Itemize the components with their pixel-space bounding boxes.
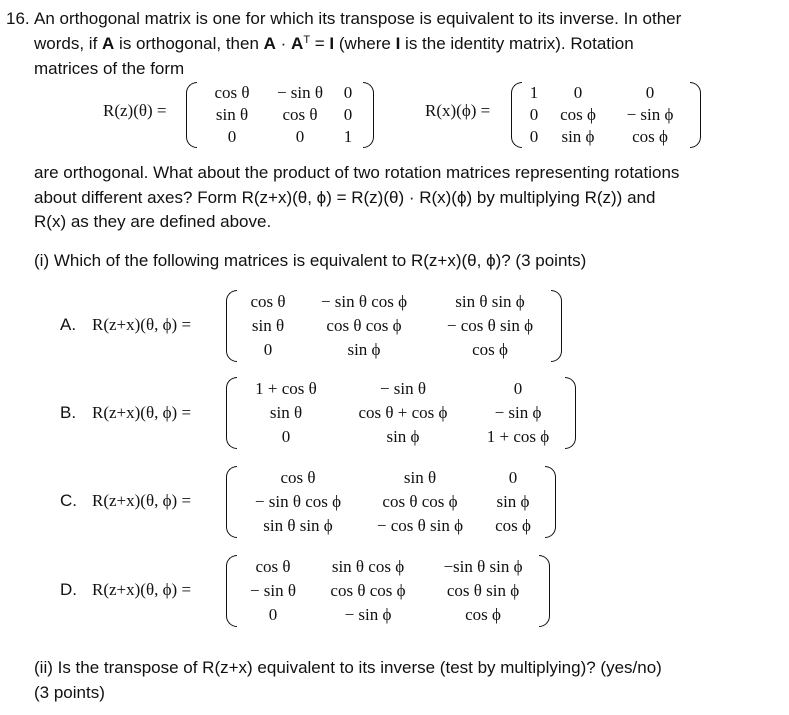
intro-line-2: words, if A is orthogonal, then $A \cdot A^T = I$ (where I is the identity matrix). Rotation bbox=[34, 34, 634, 53]
matrix-cell: cos θ cos ϕ bbox=[326, 316, 402, 335]
matrix-cell: 1 + cos θ bbox=[255, 379, 317, 398]
matrix-cell: 0 bbox=[508, 468, 518, 487]
matrix-cell: 0 bbox=[263, 340, 273, 359]
matrix-cell: − sin ϕ bbox=[626, 105, 674, 124]
matrix-cell: sin θ bbox=[269, 403, 303, 422]
matrix-cell: cos θ bbox=[250, 292, 286, 311]
option-d-letter: D. bbox=[60, 580, 77, 599]
option-b-label: R(z+x)(θ, ϕ) = bbox=[92, 403, 192, 422]
matrix-cell: cos θ bbox=[280, 468, 316, 487]
rx-label: R(x)(ϕ) = bbox=[425, 101, 491, 120]
after-line-2: about different axes? Form R(z+x)(θ, ϕ) = R(z)(θ) · R(x)(ϕ) by multiplying R(z)) and bbox=[34, 188, 656, 207]
matrix-cell: sin ϕ bbox=[496, 492, 530, 511]
after-line-1: are orthogonal. What about the product of two rotation matrices representing rotations bbox=[34, 163, 680, 182]
matrix-cell: 1 bbox=[529, 83, 539, 102]
matrix-cell: cos ϕ bbox=[632, 127, 668, 146]
option-b-letter: B. bbox=[60, 403, 77, 422]
matrix-cell: sin θ sin ϕ bbox=[455, 292, 525, 311]
option-a-label: R(z+x)(θ, ϕ) = bbox=[92, 315, 192, 334]
matrix-cell: − cos θ sin ϕ bbox=[376, 516, 464, 535]
matrix-cell: − sin ϕ bbox=[494, 403, 542, 422]
matrix-cell: sin ϕ bbox=[561, 127, 595, 146]
matrix-cell: 0 bbox=[529, 105, 539, 124]
matrix-cell: sin θ bbox=[215, 105, 249, 124]
matrix-cell: 1 + cos ϕ bbox=[486, 427, 550, 446]
option-c-letter: C. bbox=[60, 491, 77, 510]
matrix-cell: sin ϕ bbox=[386, 427, 420, 446]
option-d-matrix bbox=[226, 555, 550, 627]
matrix-cell: − sin θ bbox=[249, 581, 297, 600]
option-d-label: R(z+x)(θ, ϕ) = bbox=[92, 580, 192, 599]
rz-label: R(z)(θ) = bbox=[103, 101, 167, 120]
matrix-cell: − cos θ sin ϕ bbox=[446, 316, 534, 335]
matrix-cell: sin θ bbox=[251, 316, 285, 335]
matrix-cell: − sin θ cos ϕ bbox=[320, 292, 408, 311]
option-a-matrix bbox=[226, 290, 562, 362]
matrix-cell: cos θ bbox=[214, 83, 250, 102]
matrix-cell: cos θ sin ϕ bbox=[446, 581, 520, 600]
matrix-cell: 0 bbox=[227, 127, 237, 146]
option-c-matrix bbox=[226, 466, 556, 538]
matrix-cell: 0 bbox=[268, 605, 278, 624]
matrix-cell: 0 bbox=[343, 83, 353, 102]
matrix-cell: 1 bbox=[343, 127, 353, 146]
matrix-cell: cos θ cos ϕ bbox=[330, 581, 406, 600]
matrix-cell: cos ϕ bbox=[560, 105, 596, 124]
part-ii-line-2: (3 points) bbox=[34, 683, 105, 702]
matrix-cell: cos θ cos ϕ bbox=[382, 492, 458, 511]
matrix-cell: cos ϕ bbox=[472, 340, 508, 359]
matrix-cell: 0 bbox=[529, 127, 539, 146]
question-number: 16. bbox=[6, 9, 30, 28]
option-a-letter: A. bbox=[60, 315, 77, 334]
intro-line-3: matrices of the form bbox=[34, 59, 185, 78]
matrix-cell: cos ϕ bbox=[465, 605, 501, 624]
matrix-cell: sin θ cos ϕ bbox=[331, 557, 405, 576]
matrix-cell: cos θ bbox=[255, 557, 291, 576]
matrix-cell: sin ϕ bbox=[347, 340, 381, 359]
matrix-cell: −sin θ sin ϕ bbox=[443, 557, 523, 576]
rz-matrix bbox=[186, 82, 374, 148]
part-ii-line-1: (ii) Is the transpose of R(z+x) equivalent to its inverse (test by multiplying)? (yes/no) bbox=[34, 658, 662, 677]
intro-line-1: An orthogonal matrix is one for which its transpose is equivalent to its inverse. In other bbox=[34, 9, 682, 28]
after-line-3: R(x) as they are defined above. bbox=[34, 212, 272, 231]
option-c-label: R(z+x)(θ, ϕ) = bbox=[92, 491, 192, 510]
matrix-cell: 0 bbox=[343, 105, 353, 124]
matrix-cell: cos ϕ bbox=[495, 516, 531, 535]
matrix-cell: sin θ sin ϕ bbox=[263, 516, 333, 535]
matrix-cell: cos θ + cos ϕ bbox=[358, 403, 448, 422]
matrix-cell: cos θ bbox=[282, 105, 318, 124]
rx-matrix bbox=[511, 82, 701, 148]
matrix-cell: − sin θ cos ϕ bbox=[254, 492, 342, 511]
option-b-matrix bbox=[226, 377, 576, 449]
matrix-cell: − sin θ bbox=[379, 379, 427, 398]
part-i-prompt: (i) Which of the following matrices is equivalent to R(z+x)(θ, ϕ)? (3 points) bbox=[34, 251, 587, 270]
matrix-cell: − sin θ bbox=[276, 83, 324, 102]
matrix-cell: 0 bbox=[281, 427, 291, 446]
matrix-cell: 0 bbox=[573, 83, 583, 102]
matrix-cell: 0 bbox=[645, 83, 655, 102]
matrix-cell: 0 bbox=[513, 379, 523, 398]
matrix-cell: − sin ϕ bbox=[344, 605, 392, 624]
matrix-cell: 0 bbox=[295, 127, 305, 146]
matrix-cell: sin θ bbox=[403, 468, 437, 487]
